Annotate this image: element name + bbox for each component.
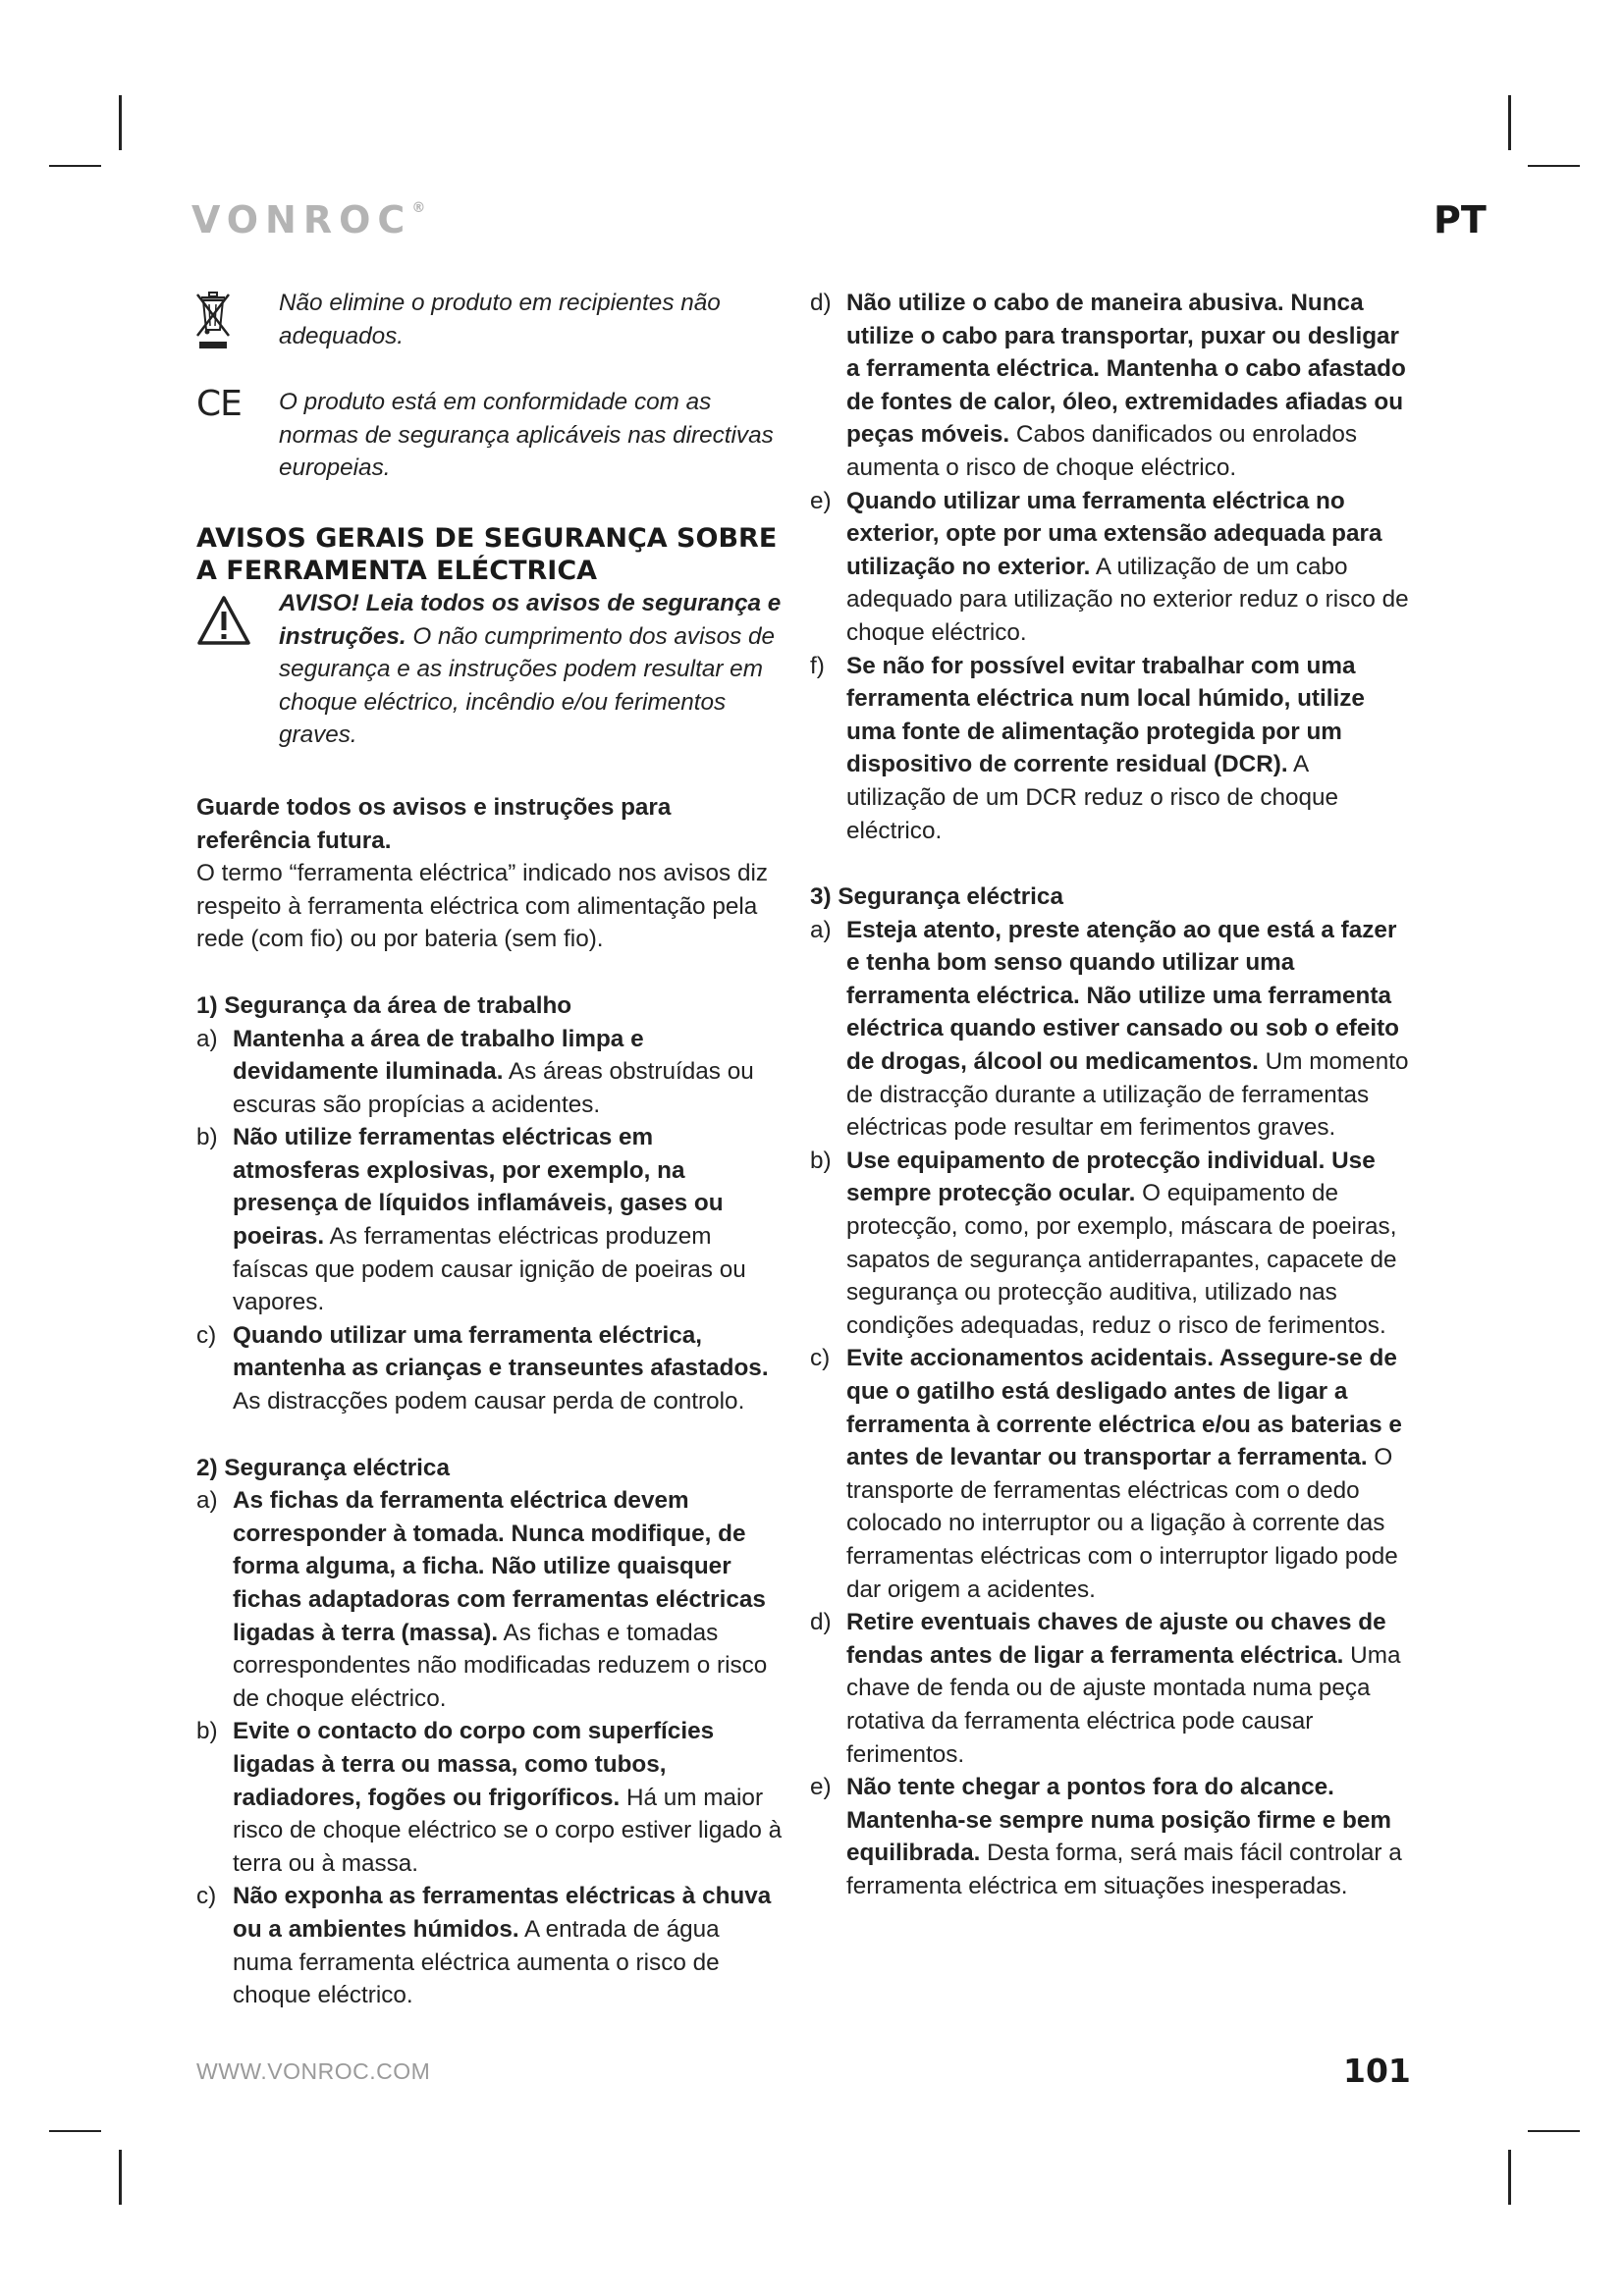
crop-mark <box>119 95 122 150</box>
list-item: c) Quando utilizar uma ferramenta eléctrica, mantenha as crianças e transeuntes afastados. As distracções podem causar perda de controlo. <box>196 1321 769 1415</box>
list-item: b) Evite o contacto do corpo com superfícies ligadas à terra ou massa, como tubos, radiadores, fogões ou frigoríficos. Há um maior risco de choque eléctrico se o corpo estiver ligado à terra ou à massa. <box>196 1718 783 1877</box>
list-item: d) Retire eventuais chaves de ajuste ou chaves de fendas antes de ligar a ferramenta eléctrica. Uma chave de fenda ou de ajuste montada numa peça rotativa da ferramenta eléctrica pode causar ferimentos. <box>810 1609 1401 1768</box>
weee-bin-icon <box>196 291 230 363</box>
warning-triangle-icon <box>196 595 251 656</box>
ce-notice <box>196 386 785 485</box>
language-code: PT <box>1434 198 1487 241</box>
list-item: b) Não utilize ferramentas eléctricas em atmosferas explosivas, por exemplo, na presença de líquidos inflamáveis, gases ou poeiras. As ferramentas eléctricas produzem faíscas que podem causar ignição de poeiras ou vapores. <box>196 1124 746 1316</box>
right-column <box>810 287 1409 1903</box>
section-title: 1) Segurança da área de trabalho <box>196 991 572 1019</box>
list-item: f) Se não for possível evitar trabalhar com uma ferramenta eléctrica num local húmido, utilize uma fonte de alimentação protegida por um dispositivo de corrente residual (DCR). A utilização de um DCR reduz o risco de choque eléctrico. <box>810 652 1365 844</box>
list-item: e) Quando utilizar uma ferramenta eléctrica no exterior, opte por uma extensão adequada para utilização no exterior. A utilização de um cabo adequado para utilização no exterior reduz o risco de choque eléctrico. <box>810 487 1409 646</box>
section-heading: AVISOS GERAIS DE SEGURANÇA SOBRE A FERRAMENTA ELÉCTRICA <box>196 522 778 586</box>
warning-block <box>196 587 785 752</box>
list-item: e) Não tente chegar a pontos fora do alcance. Mantenha-se sempre numa posição firme e bem equilibrada. Desta forma, será mais fácil controlar a ferramenta eléctrica em situações inesperadas. <box>810 1774 1402 1899</box>
crop-mark <box>1528 2130 1580 2132</box>
list-item: a) As fichas da ferramenta eléctrica devem corresponder à tomada. Nunca modifique, de forma alguma, a ficha. Não utilize quaisquer fichas adaptadoras com ferramentas eléctricas ligadas à terra (massa). As fichas e tomadas correspondentes não modificadas reduzem o risco de choque eléctrico. <box>196 1487 768 1712</box>
warning-text: AVISO! Leia todos os avisos de segurança e instruções. O não cumprimento dos avisos de segurança e as instruções podem resultar em choque eléctrico, incêndio e/ou ferimentos graves. <box>279 589 782 749</box>
list-item: b) Use equipamento de protecção individual. Use sempre protecção ocular. O equipamento de protecção, como, por exemplo, máscara de poeiras, sapatos de segurança antiderrapantes, capacete de segurança ou protecção auditiva, utilizado nas condições adequadas, reduz o risco de ferimentos. <box>810 1147 1397 1339</box>
ce-mark-icon: CE <box>196 384 242 425</box>
weee-notice <box>196 287 785 352</box>
keep-instructions: Guarde todos os avisos e instruções para referência futura. <box>196 793 672 854</box>
page-number: 101 <box>1343 2052 1411 2090</box>
ce-text: O produto está em conformidade com as normas de segurança aplicáveis nas directivas europeias. <box>279 389 774 482</box>
intro-text: O termo “ferramenta eléctrica” indicado nos avisos diz respeito à ferramenta eléctrica com alimentação pela rede (com fio) ou por bateria (sem fio). <box>196 860 769 953</box>
left-column <box>196 287 785 2012</box>
list-item: c) Evite accionamentos acidentais. Assegure-se de que o gatilho está desligado antes de ligar a ferramenta à corrente eléctrica e/ou as baterias e antes de levantar ou transportar a ferramenta. O transporte de ferramentas eléctricas com o dedo colocado no interruptor ou a ligação à corrente das ferramentas eléctricas com o interruptor ligado pode dar origem a acidentes. <box>810 1345 1402 1603</box>
list-item: a) Esteja atento, preste atenção ao que está a fazer e tenha bom senso quando utilizar uma ferramenta eléctrica. Não utilize uma ferramenta eléctrica quando estiver cansado ou sob o efeito de drogas, álcool ou medicamentos. Um momento de distracção durante a utilização de ferramentas eléctricas pode resultar em ferimentos graves. <box>810 916 1409 1142</box>
weee-text: Não elimine o produto em recipientes não adequados. <box>279 290 721 349</box>
crop-mark <box>49 2130 101 2132</box>
crop-mark <box>119 2150 122 2205</box>
list-item: a) Mantenha a área de trabalho limpa e devidamente iluminada. As áreas obstruídas ou escuras são propícias a acidentes. <box>196 1025 754 1118</box>
list-item: c) Não exponha as ferramentas eléctricas à chuva ou a ambientes húmidos. A entrada de água numa ferramenta eléctrica aumenta o risco de choque eléctrico. <box>196 1883 772 2009</box>
crop-mark <box>1508 95 1511 150</box>
section-title: 3) Segurança eléctrica <box>810 883 1063 911</box>
crop-mark <box>49 165 101 167</box>
brand-logo: VONROC® <box>191 198 426 241</box>
section-title: 2) Segurança eléctrica <box>196 1454 450 1481</box>
crop-mark <box>1528 165 1580 167</box>
crop-mark <box>1508 2150 1511 2205</box>
footer-url: WWW.VONROC.COM <box>196 2058 431 2084</box>
list-item: d) Não utilize o cabo de maneira abusiva. Nunca utilize o cabo para transportar, puxar ou desligar a ferramenta eléctrica. Mantenha o cabo afastado de fontes de calor, óleo, extremidades afiadas ou peças móveis. Cabos danificados ou enrolados aumenta o risco de choque eléctrico. <box>810 290 1406 481</box>
